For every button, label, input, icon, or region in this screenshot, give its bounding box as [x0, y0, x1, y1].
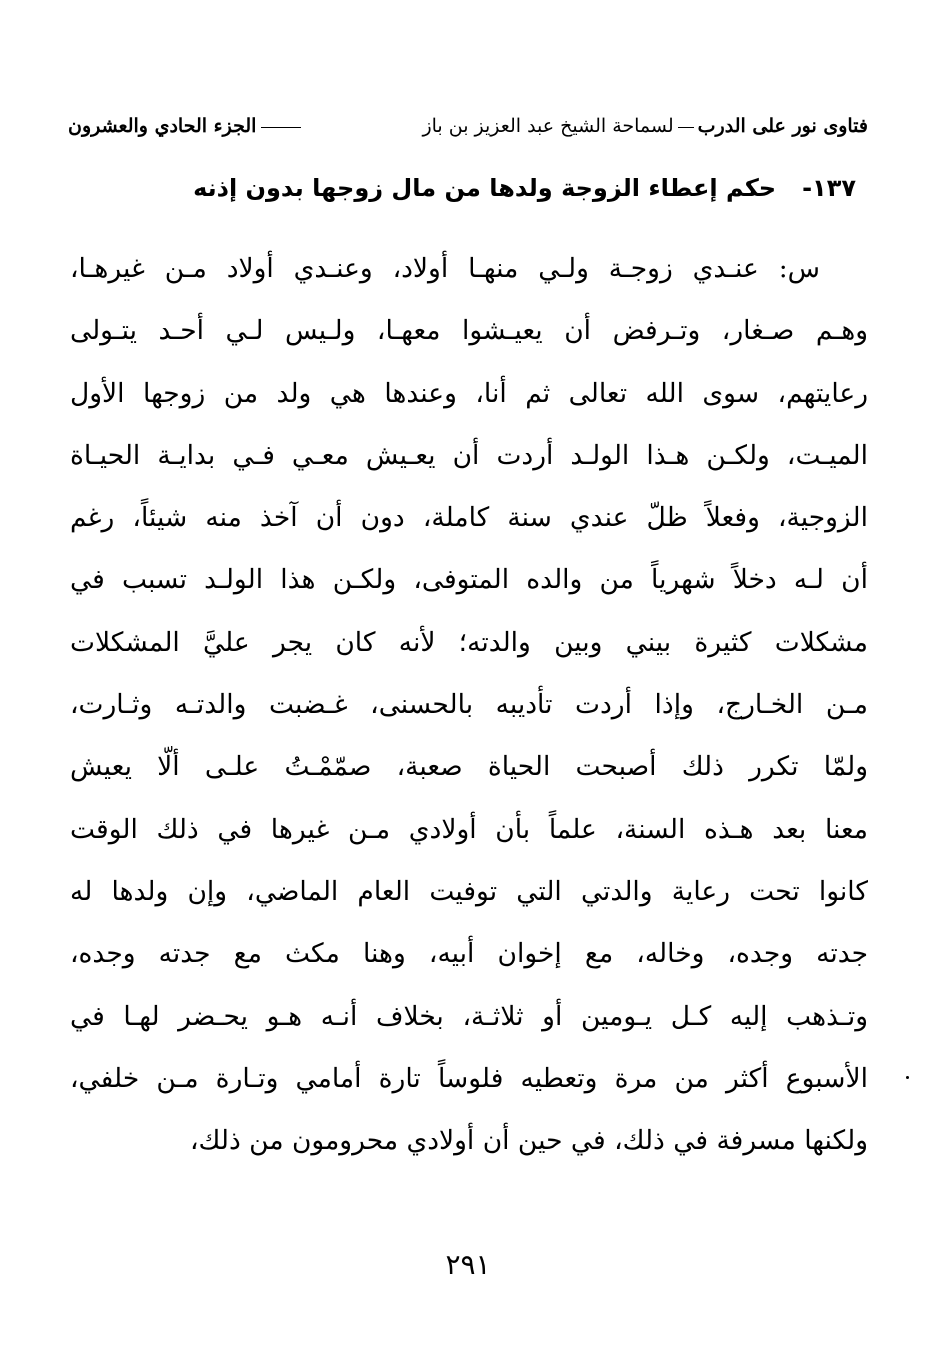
chapter-title-text: حكم إعطاء الزوجة ولدها من مال زوجها بدون إذنه	[193, 174, 777, 202]
page-number: ٢٩١	[445, 1248, 491, 1281]
text-line: أن لـه دخلاً شهرياً من والده المتوفى، ولكـن هذا الولـد تسبب في	[70, 564, 868, 596]
running-header	[68, 110, 868, 142]
text-line: كانوا تحت رعاية والدتي التي توفيت العام الماضي، وإن ولدها له	[70, 875, 868, 907]
header-part-group	[68, 115, 306, 137]
text-line: جدته وجده، وخاله، مع إخوان أبيه، وهنا مكث مع جدته وجده،	[70, 938, 868, 970]
text-line: رعايتهم، سوى الله تعالى ثم أنا، وعندها هي ولد من زوجها الأول	[70, 377, 868, 409]
text-line: الأسبوع أكثر من مرة وتعطيه فلوساً تارة أمامي وتـارة مـن خلفي،	[70, 1062, 868, 1094]
text-line: ولمّا تكرر ذلك أصبحت الحياة صعبة، صمّمْـتُ علـى ألّا يعيش	[70, 751, 868, 783]
text-line: ولكنها مسرفة في ذلك، في حين أن أولادي محرومون من ذلك،	[189, 1125, 868, 1157]
header-book-author	[422, 115, 868, 137]
header-rule	[261, 127, 301, 128]
text-line: مشكلات كثيرة بيني وبين والدته؛ لأنه كان يجر عليَّ المشكلات	[70, 626, 868, 658]
text-line: س: عنـدي زوجـة ولـي منهـا أولاد، وعنـدي أولاد مـن غيرهـا،	[70, 253, 820, 284]
text-line: وهـم صـغار، وتـرفض أن يعيـشوا معهـا، ولـيس لـي أحـد يتـولى	[70, 315, 868, 347]
scan-speck	[906, 1076, 909, 1079]
header-part: الجزء الحادي والعشرون	[68, 115, 257, 137]
chapter-number: ١٣٧-	[802, 174, 856, 202]
header-author: لسماحة الشيخ عبد العزيز بن باز	[422, 115, 674, 137]
header-separator	[678, 127, 694, 128]
header-book-title: فتاوى نور على الدرب	[697, 115, 868, 137]
text-line: مـن الخـارج، وإذا أردت تأديبه بالحسنى، غـضبت والدتـه وثـارت،	[70, 689, 868, 721]
text-line: معنا بعد هـذه السنة، علماً بأن أولادي مـن غيرها في ذلك الوقت	[70, 813, 868, 845]
text-line: الزوجية، وفعلاً ظلّ عندي سنة كاملة، دون أن آخذ منه شيئاً، رغم	[70, 502, 868, 534]
text-line: الميـت، ولكـن هـذا الولـد أردت أن يعـيش معـي فـي بدايـة الحيـاة	[70, 439, 868, 471]
chapter-heading	[96, 168, 856, 208]
body-text	[70, 238, 868, 1172]
text-line: وتـذهب إليه كـل يـومين أو ثلاثـة، بخلاف أنـه هـو يحـضر لهـا في	[70, 1000, 868, 1032]
